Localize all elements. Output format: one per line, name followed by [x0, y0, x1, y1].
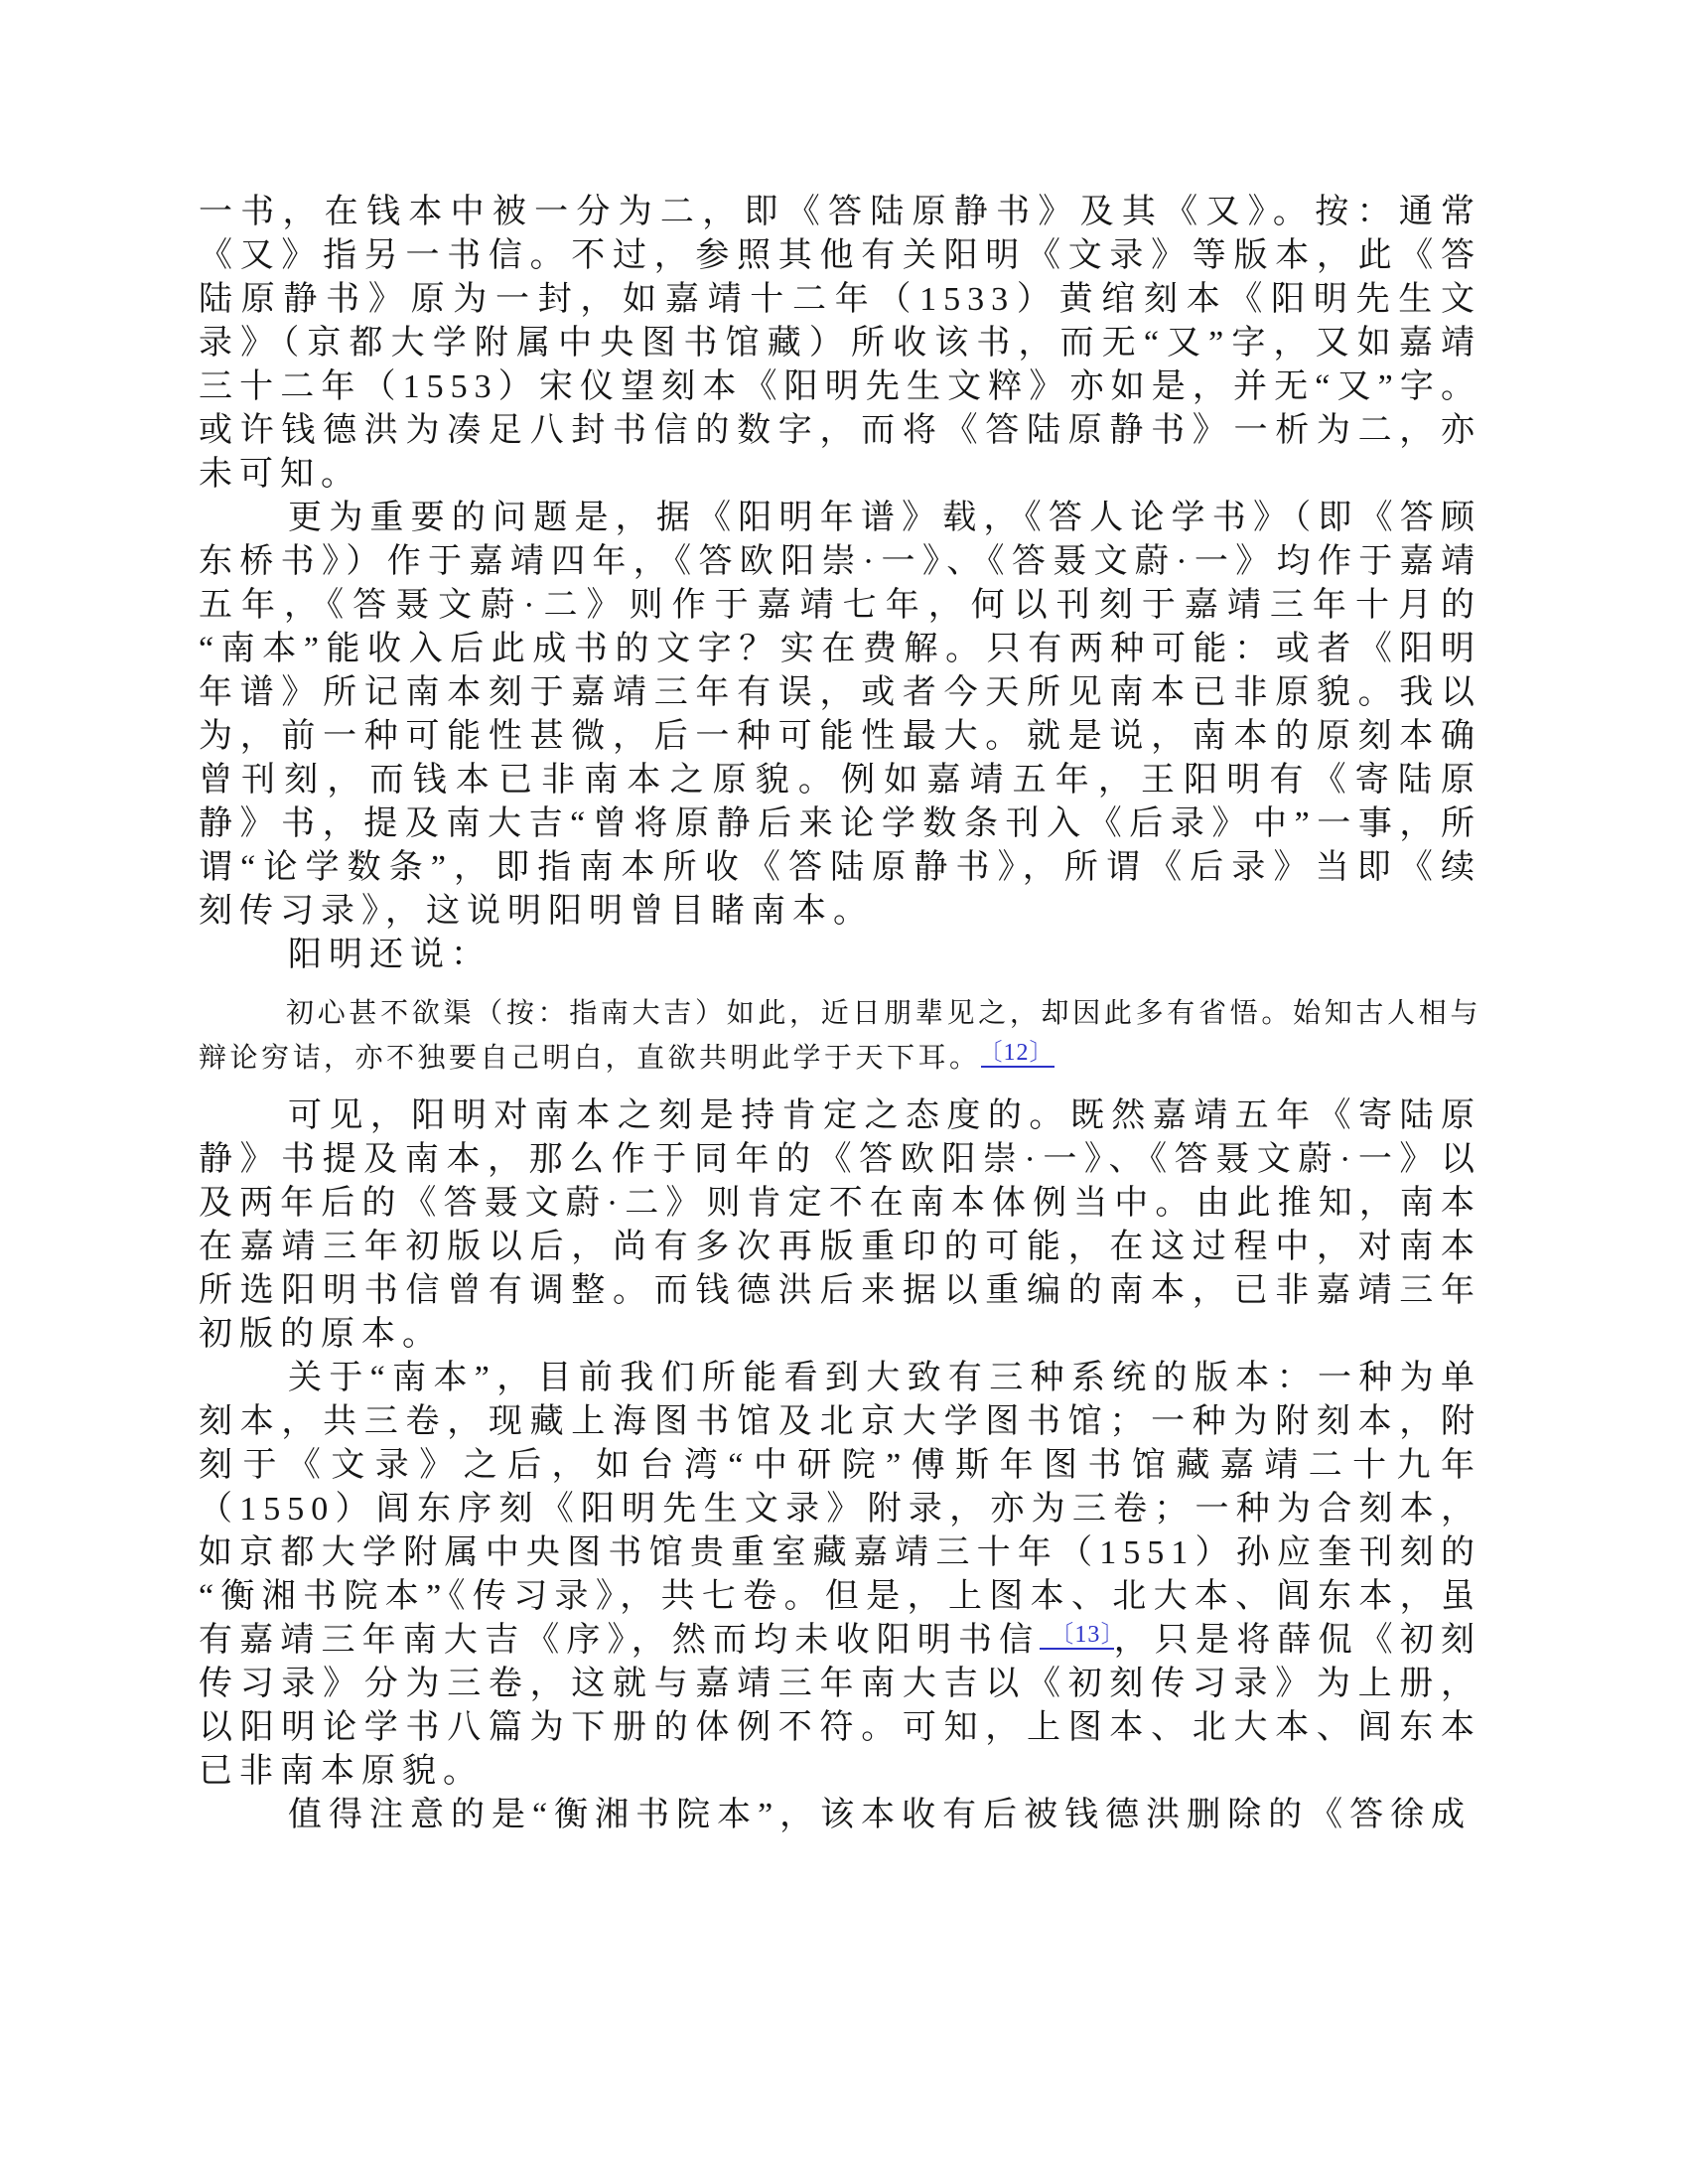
paragraph-continuation: 一书，在钱本中被一分为二，即《答陆原静书》及其《又》。按：通常《又》指另一书信。不过，参照其他有关阳明《文录》等版本，此《答陆原静书》原为一封，如嘉靖十二年（1533）黄绾刻本《阳明先生文录》（京都大学附属中央图书馆藏）所收该书，而无“又”字，又如嘉靖三十二年（1553）宋仪望刻本《阳明先生文粹》亦如是，并无“又”字。或许钱德洪为凑足八封书信的数字，而将《答陆原静书》一析为二，亦未可知。: [199, 194, 1481, 493]
paragraph: 更为重要的问题是，据《阳明年谱》载，《答人论学书》（即《答顾东桥书》）作于嘉靖四年，《答欧阳崇·一》、《答聂文蔚·一》均作于嘉靖五年，《答聂文蔚·二》则作于嘉靖七年，何以刊刻于嘉靖三年十月的“南本”能收入后此成书的文字？实在费解。只有两种可能：或者《阳明年谱》所记南本刻于嘉靖三年有误，或者今天所见南本已非原貌。我以为，前一种可能性甚微，后一种可能性最大。就是说，南本的原刻本确曾刊刻，而钱本已非南本之原貌。例如嘉靖五年，王阳明有《寄陆原静》书，提及南大吉“曾将原静后来论学数条刊入《后录》中”一事，所谓“论学数条”，即指南本所收《答陆原静书》，所谓《后录》当即《续刻传习录》，这说明阳明曾目睹南本。: [199, 500, 1481, 930]
paragraph-lead-in: 阳明还说：: [288, 937, 492, 973]
paragraph: [199, 1357, 1481, 1794]
body-text: [199, 191, 1481, 1837]
footnote-ref-12[interactable]: 〔12〕: [981, 1040, 1054, 1068]
block-quote: [199, 991, 1481, 1081]
quote-text: 初心甚不欲渠（按：指南大吉）如此，近日朋辈见之，却因此多有省悟。始知古人相与辩论穷诘，亦不独要自己明白，直欲共明此学于天下耳。: [199, 998, 1481, 1074]
footnote-ref-13[interactable]: 〔13〕: [1040, 1622, 1113, 1650]
paragraph-text: ，只是将薛侃《初刻传习录》分为三卷，这就与嘉靖三年南大吉以《初刻传习录》为上册，以阳明论学书八篇为下册的体例不符。可知，上图本、北大本、闾东本已非南本原貌。: [199, 1622, 1481, 1790]
paragraph: 可见，阳明对南本之刻是持肯定之态度的。既然嘉靖五年《寄陆原静》书提及南本，那么作于同年的《答欧阳崇·一》、《答聂文蔚·一》以及两年后的《答聂文蔚·二》则肯定不在南本体例当中。由此推知，南本在嘉靖三年初版以后，尚有多次再版重印的可能，在这过程中，对南本所选阳明书信曾有调整。而钱德洪后来据以重编的南本，已非嘉靖三年初版的原本。: [199, 1097, 1481, 1353]
paragraph-continuation-end: 值得注意的是“衡湘书院本”，该本收有后被钱德洪删除的《答徐成: [288, 1797, 1473, 1833]
paragraph-text: 关于“南本”，目前我们所能看到大致有三种系统的版本：一种为单刻本，共三卷，现藏上海图书馆及北京大学图书馆；一种为附刻本，附刻于《文录》之后，如台湾“中研院”傅斯年图书馆藏嘉靖二十九年（1550）闾东序刻《阳明先生文录》附录，亦为三卷；一种为合刻本，如京都大学附属中央图书馆贵重室藏嘉靖三十年（1551）孙应奎刊刻的“衡湘书院本”《传习录》，共七卷。但是，上图本、北大本、闾东本，虽有嘉靖三年南大吉《序》，然而均未收阳明书信: [199, 1360, 1481, 1659]
